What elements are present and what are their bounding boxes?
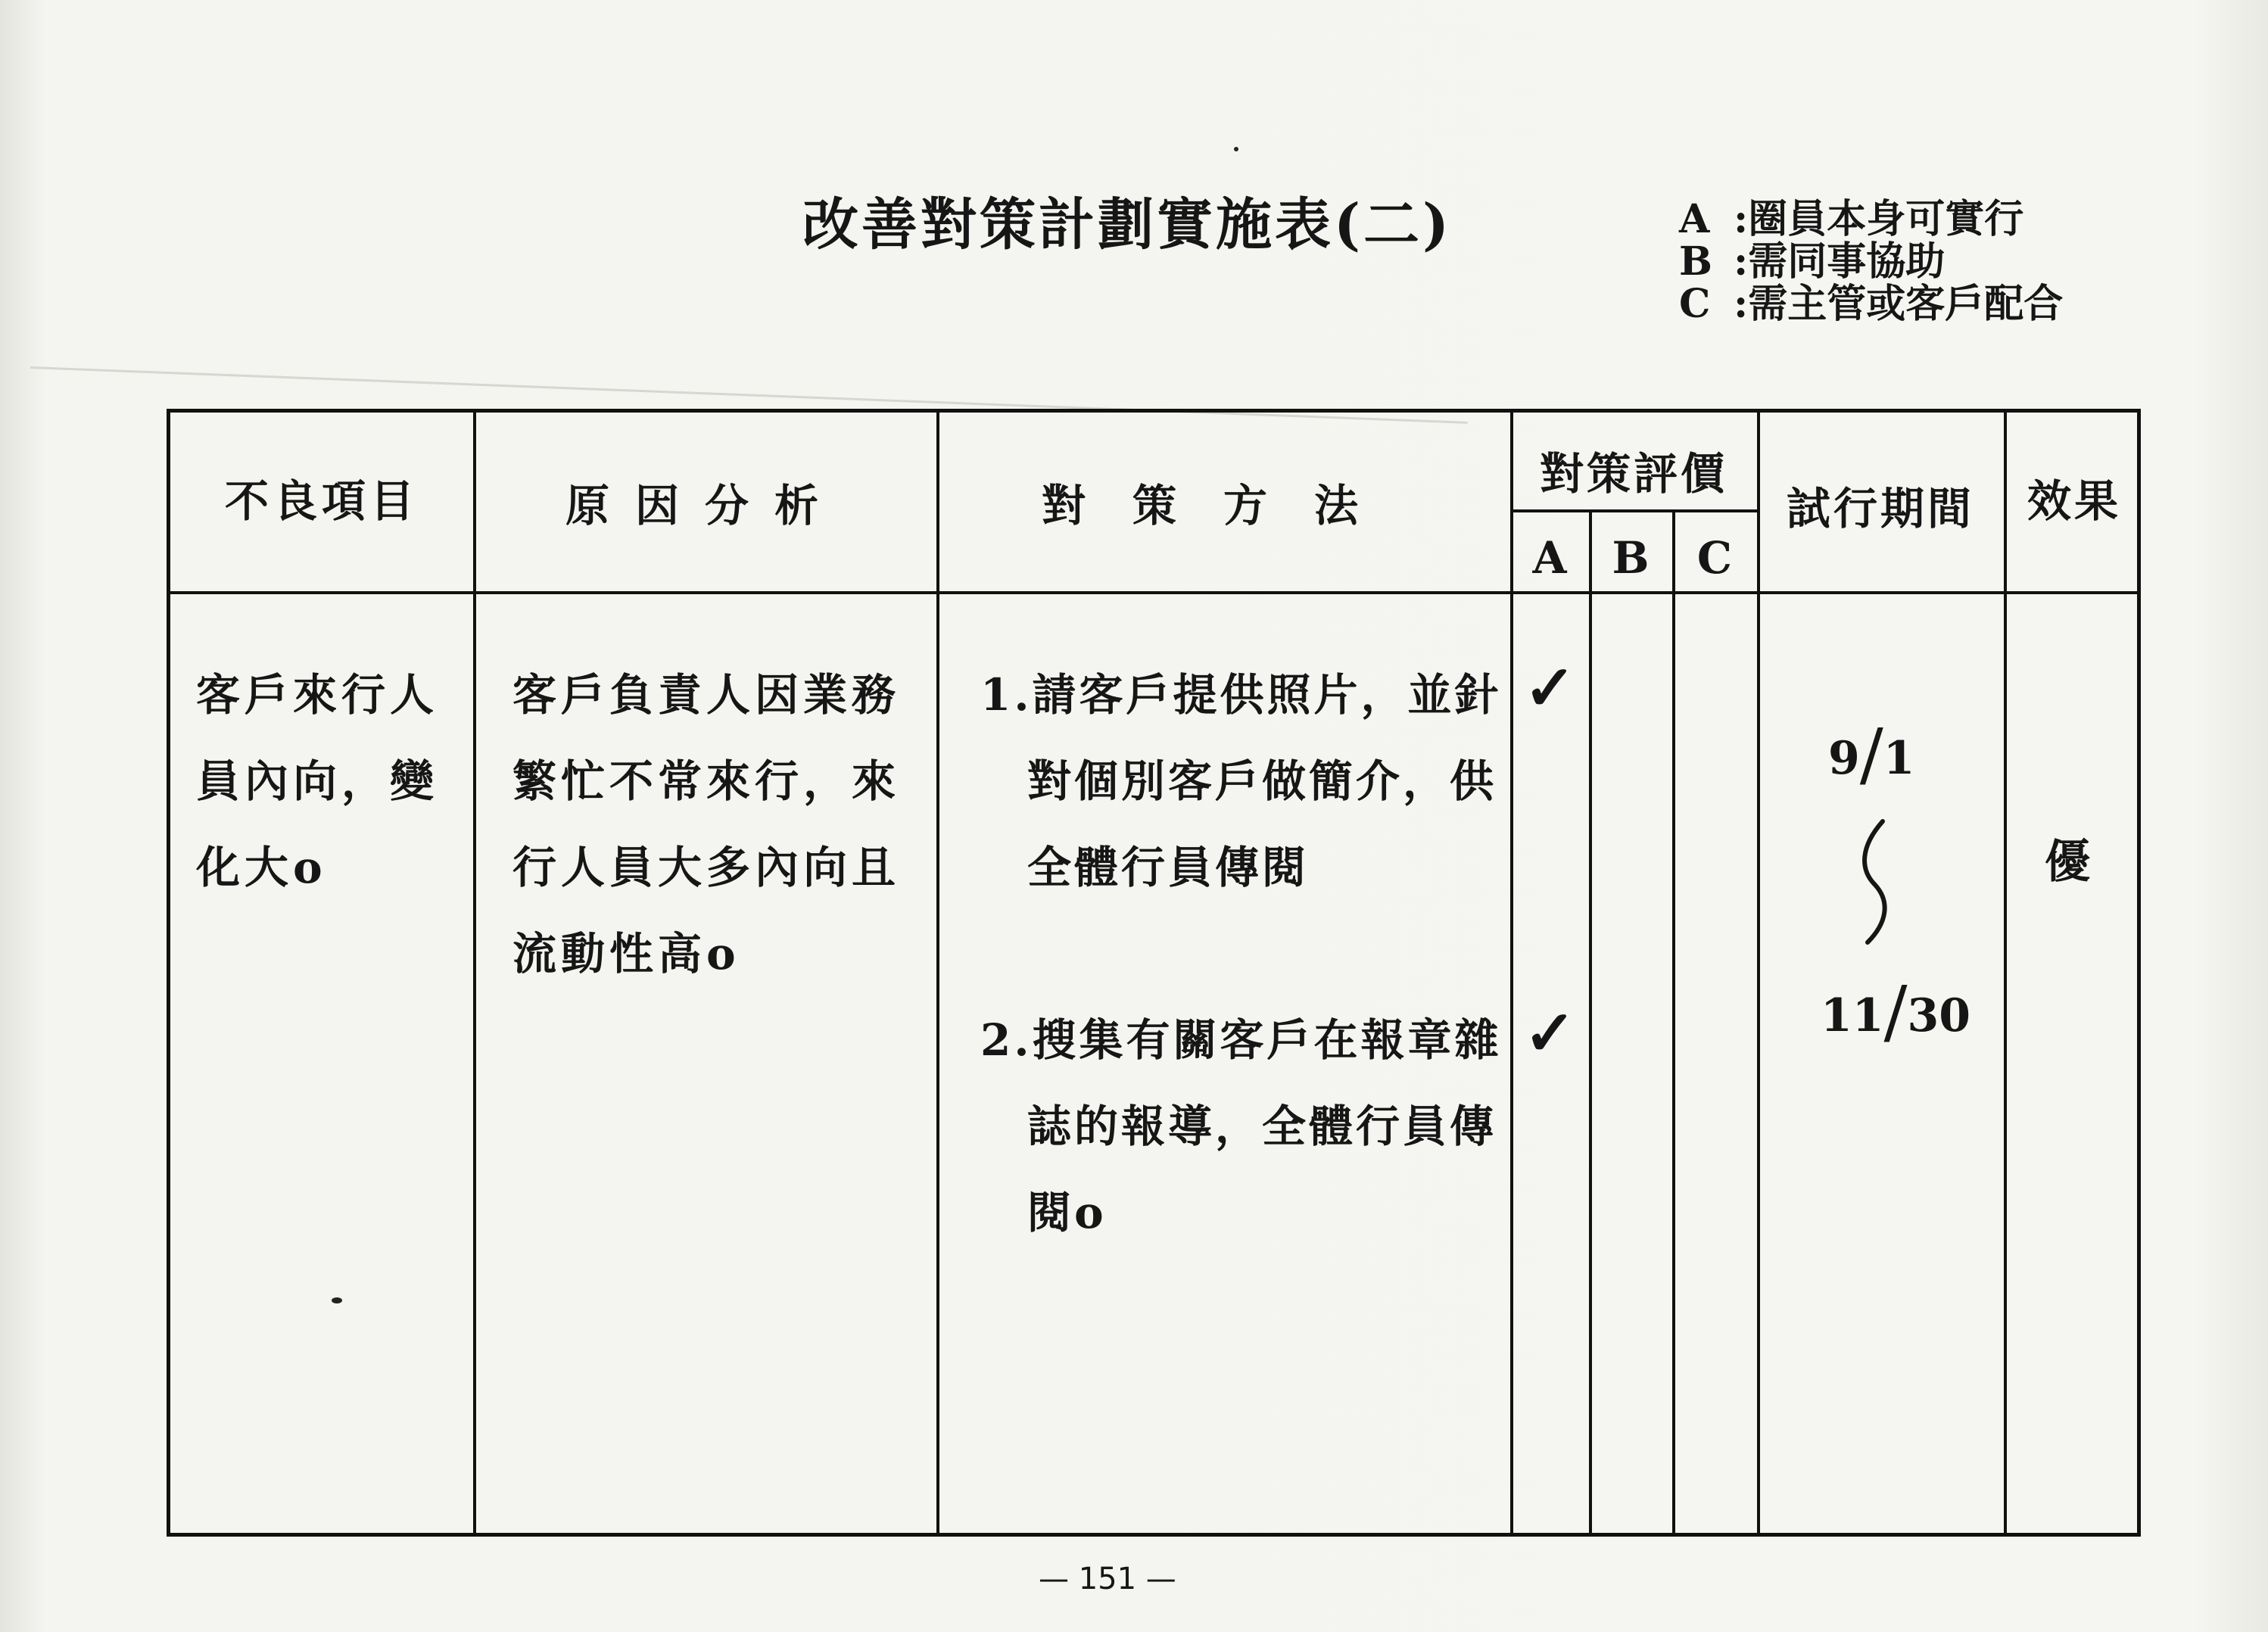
ink-speck	[1234, 147, 1238, 151]
column-divider	[473, 413, 476, 1533]
ink-speck	[332, 1297, 342, 1303]
text-line: 1.請客戶提供照片，並針	[980, 669, 1502, 721]
column-divider	[936, 413, 939, 1533]
page-number: — 151 —	[1039, 1562, 1176, 1596]
legend-text: :需同事協助	[1734, 238, 1946, 285]
column-divider	[1589, 511, 1592, 1533]
start-day: 1	[1883, 732, 1915, 785]
column-divider	[2004, 413, 2007, 1533]
start-month: 9	[1828, 732, 1860, 785]
countermeasure-table	[167, 409, 2141, 1537]
text-line: 行人員大多內向且	[512, 842, 901, 893]
text-line: 化大o	[196, 842, 327, 893]
text-line: 繁忙不常來行，來	[512, 755, 901, 807]
legend-b	[1679, 238, 2063, 285]
trial-period-start	[1828, 709, 1915, 795]
text-line: 全體行員傳閱	[1027, 842, 1310, 893]
date-slash: /	[1859, 714, 1883, 795]
text-line: 客戶來行人	[196, 669, 439, 721]
column-divider	[1672, 511, 1675, 1533]
countermeasure-2	[980, 997, 1502, 1256]
text-line: 流動性高o	[512, 928, 740, 980]
countermeasure-1	[980, 652, 1502, 911]
column-divider	[1757, 413, 1760, 1533]
legend-text: :需主管或客戶配合	[1734, 281, 2064, 327]
defect-item-cell	[196, 652, 438, 911]
end-day: 30	[1907, 989, 1970, 1042]
text-line: 誌的報導，全體行員傳	[1027, 1101, 1497, 1152]
header-effect: 效果	[2027, 475, 2121, 527]
legend-key: A	[1679, 196, 1710, 242]
header-eval-a: A	[1532, 532, 1567, 584]
evaluation-legend	[1679, 198, 2063, 325]
range-tilde-icon	[1852, 817, 1898, 945]
check-mark-icon: ✓	[1524, 652, 1576, 724]
legend-key: B	[1679, 238, 1712, 285]
date-slash: /	[1883, 971, 1908, 1052]
header-eval-b: B	[1612, 532, 1650, 584]
effect-value: 優	[2045, 836, 2090, 889]
legend-a	[1679, 198, 2063, 241]
cause-analysis-cell	[512, 652, 900, 997]
header-eval-c: C	[1696, 532, 1733, 584]
text-line: 對個別客戶做簡介，供	[1027, 755, 1497, 807]
text-line: 閱o	[1027, 1187, 1107, 1238]
header-divider	[170, 591, 2137, 594]
legend-text: :圈員本身可實行	[1734, 196, 2024, 242]
legend-c	[1679, 283, 2063, 325]
page-title: 改善對策計劃實施表(二)	[802, 192, 1453, 257]
text-line: 員內向，變	[196, 755, 439, 807]
header-cause-analysis: 原因分析	[565, 480, 844, 531]
header-defect-item: 不良項目	[224, 475, 419, 527]
header-trial-period: 試行期間	[1786, 483, 1974, 534]
text-line: 客戶負責人因業務	[512, 669, 901, 721]
header-evaluation: 對策評價	[1539, 448, 1727, 500]
check-mark-icon: ✓	[1524, 997, 1576, 1070]
evaluation-subheader-divider	[1510, 509, 1757, 512]
trial-period-end	[1821, 967, 1970, 1052]
legend-key: C	[1679, 281, 1711, 327]
end-month: 11	[1821, 989, 1884, 1042]
text-line: 2.搜集有關客戶在報章雜	[980, 1014, 1502, 1066]
header-countermeasure: 對策方法	[1041, 480, 1405, 531]
